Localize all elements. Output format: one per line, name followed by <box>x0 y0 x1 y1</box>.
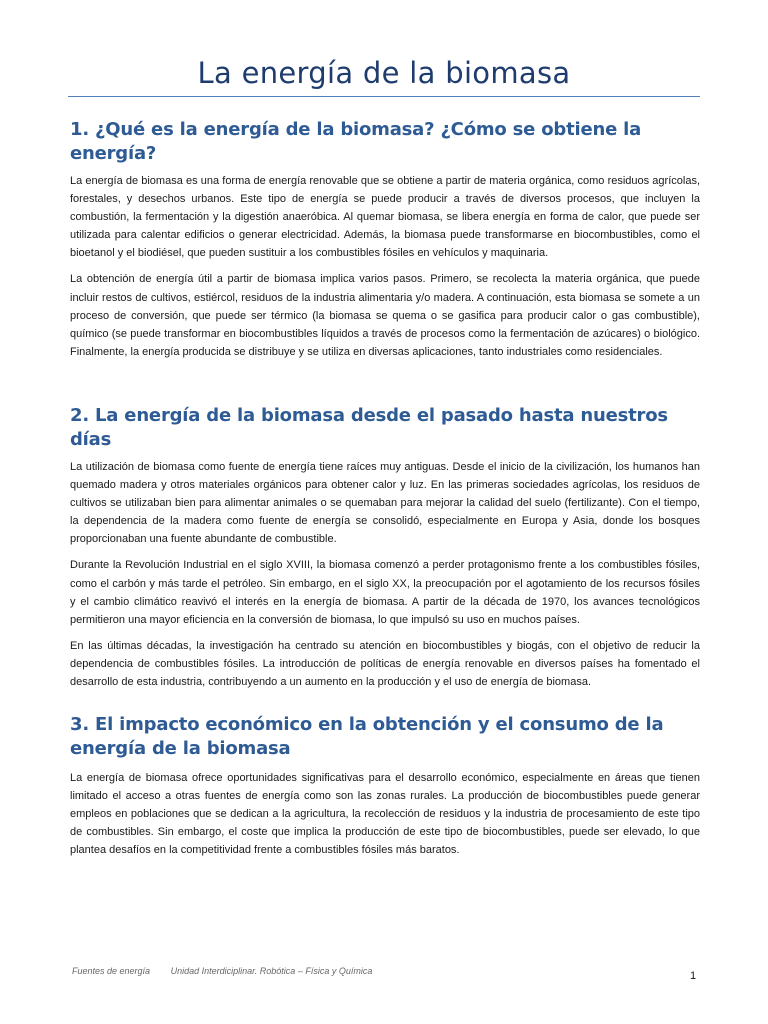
title-underline <box>68 96 700 97</box>
document-title: La energía de la biomasa <box>197 56 571 90</box>
section-paragraph: En las últimas décadas, la investigación ha centrado su atención en biocombustibles y biogás, con el objetivo de reducir la dependencia de combustibles fósiles. La introducción de políticas de energía renovable en diversos países ha fomentado el desarrollo de esta industria, contribuyendo a un aumento en la producción y el uso de energía de biomasa. <box>70 639 700 689</box>
page-number: 1 <box>690 970 697 982</box>
section-heading: 2. La energía de la biomasa desde el pasado hasta nuestros días <box>70 405 668 450</box>
footer-unit: Unidad Interdiciplinar. Robótica – Física y Química <box>170 966 373 976</box>
section-what-is-biomass <box>70 118 700 369</box>
section-heading: 3. El impacto económico en la obtención y el consumo de la energía de la biomasa <box>70 714 664 759</box>
section-heading: 1. ¿Qué es la energía de la biomasa? ¿Cómo se obtiene la energía? <box>70 119 642 164</box>
page-footer <box>72 966 390 976</box>
footer-topic: Fuentes de energía <box>72 966 151 976</box>
section-paragraph: La energía de biomasa ofrece oportunidades significativas para el desarrollo económico, especialmente en áreas que tienen limitado el acceso a otras fuentes de energía como son las zonas rurales. La producción de biocombustibles puede generar empleos en poblaciones que se dedican a la agricultura, la recolección de residuos y la industria de procesamiento de este tipo de combustibles. Sin embargo, el coste que implica la producción de este tipo de biocombustibles, puede ser elevado, lo que plantea desafíos en la competitividad frente a combustibles fósiles más baratos. <box>70 772 700 857</box>
section-paragraph: La obtención de energía útil a partir de biomasa implica varios pasos. Primero, se recolecta la materia orgánica, que puede incluir restos de cultivos, estiércol, residuos de la industria alimentaria y/o madera. A continuación, esta biomasa se somete a un proceso de conversión, que puede ser térmico (la biomasa se quema o se gasifica para producir calor o gas combustible), químico (se puede transformar en biocombustibles líquidos a través de procesos como la fermentación de azúcares) o biológico. Finalmente, la energía producida se distribuye y se utiliza en diversas aplicaciones, tanto industriales como residenciales. <box>70 273 700 358</box>
section-paragraph: La utilización de biomasa como fuente de energía tiene raíces muy antiguas. Desde el inicio de la civilización, los humanos han quemado madera y otros materiales orgánicos para obtener calor y luz. En las primeras sociedades agrícolas, los residuos de cultivos se utilizaban bien para alimentar animales o se quemaban para mejorar la calidad del suelo (fertilizante). Con el tiempo, la dependencia de la madera como fuente de energía se consolidó, especialmente en Europa y Asia, donde los bosques proporcionaban una fuente abundante de combustible. <box>70 461 700 546</box>
section-paragraph: La energía de biomasa es una forma de energía renovable que se obtiene a partir de materia orgánica, como residuos agrícolas, forestales, y desechos urbanos. Este tipo de energía se puede producir a través de diversos procesos, que incluyen la combustión, la fermentación y la digestión anaeróbica. Al quemar biomasa, se libera energía en forma de calor, que puede ser utilizada para calentar edificios o generar electricidad. Además, la biomasa puede transformarse en biocombustibles, como el bioetanol y el biodiésel, que pueden sustituir a los combustibles fósiles en vehículos y maquinaria. <box>70 175 700 260</box>
section-economic-impact <box>70 713 700 867</box>
section-history <box>70 404 700 699</box>
section-paragraph: Durante la Revolución Industrial en el siglo XVIII, la biomasa comenzó a perder protagonismo frente a los combustibles fósiles, como el carbón y más tarde el petróleo. Sin embargo, en el siglo XX, la preocupación por el agotamiento de los recursos fósiles y el cambio climático reavivó el interés en la energía de biomasa. A partir de la década de 1970, los avances tecnológicos permitieron una mayor eficiencia en la conversión de biomasa, lo que impulsó su uso en muchos países. <box>70 559 700 626</box>
